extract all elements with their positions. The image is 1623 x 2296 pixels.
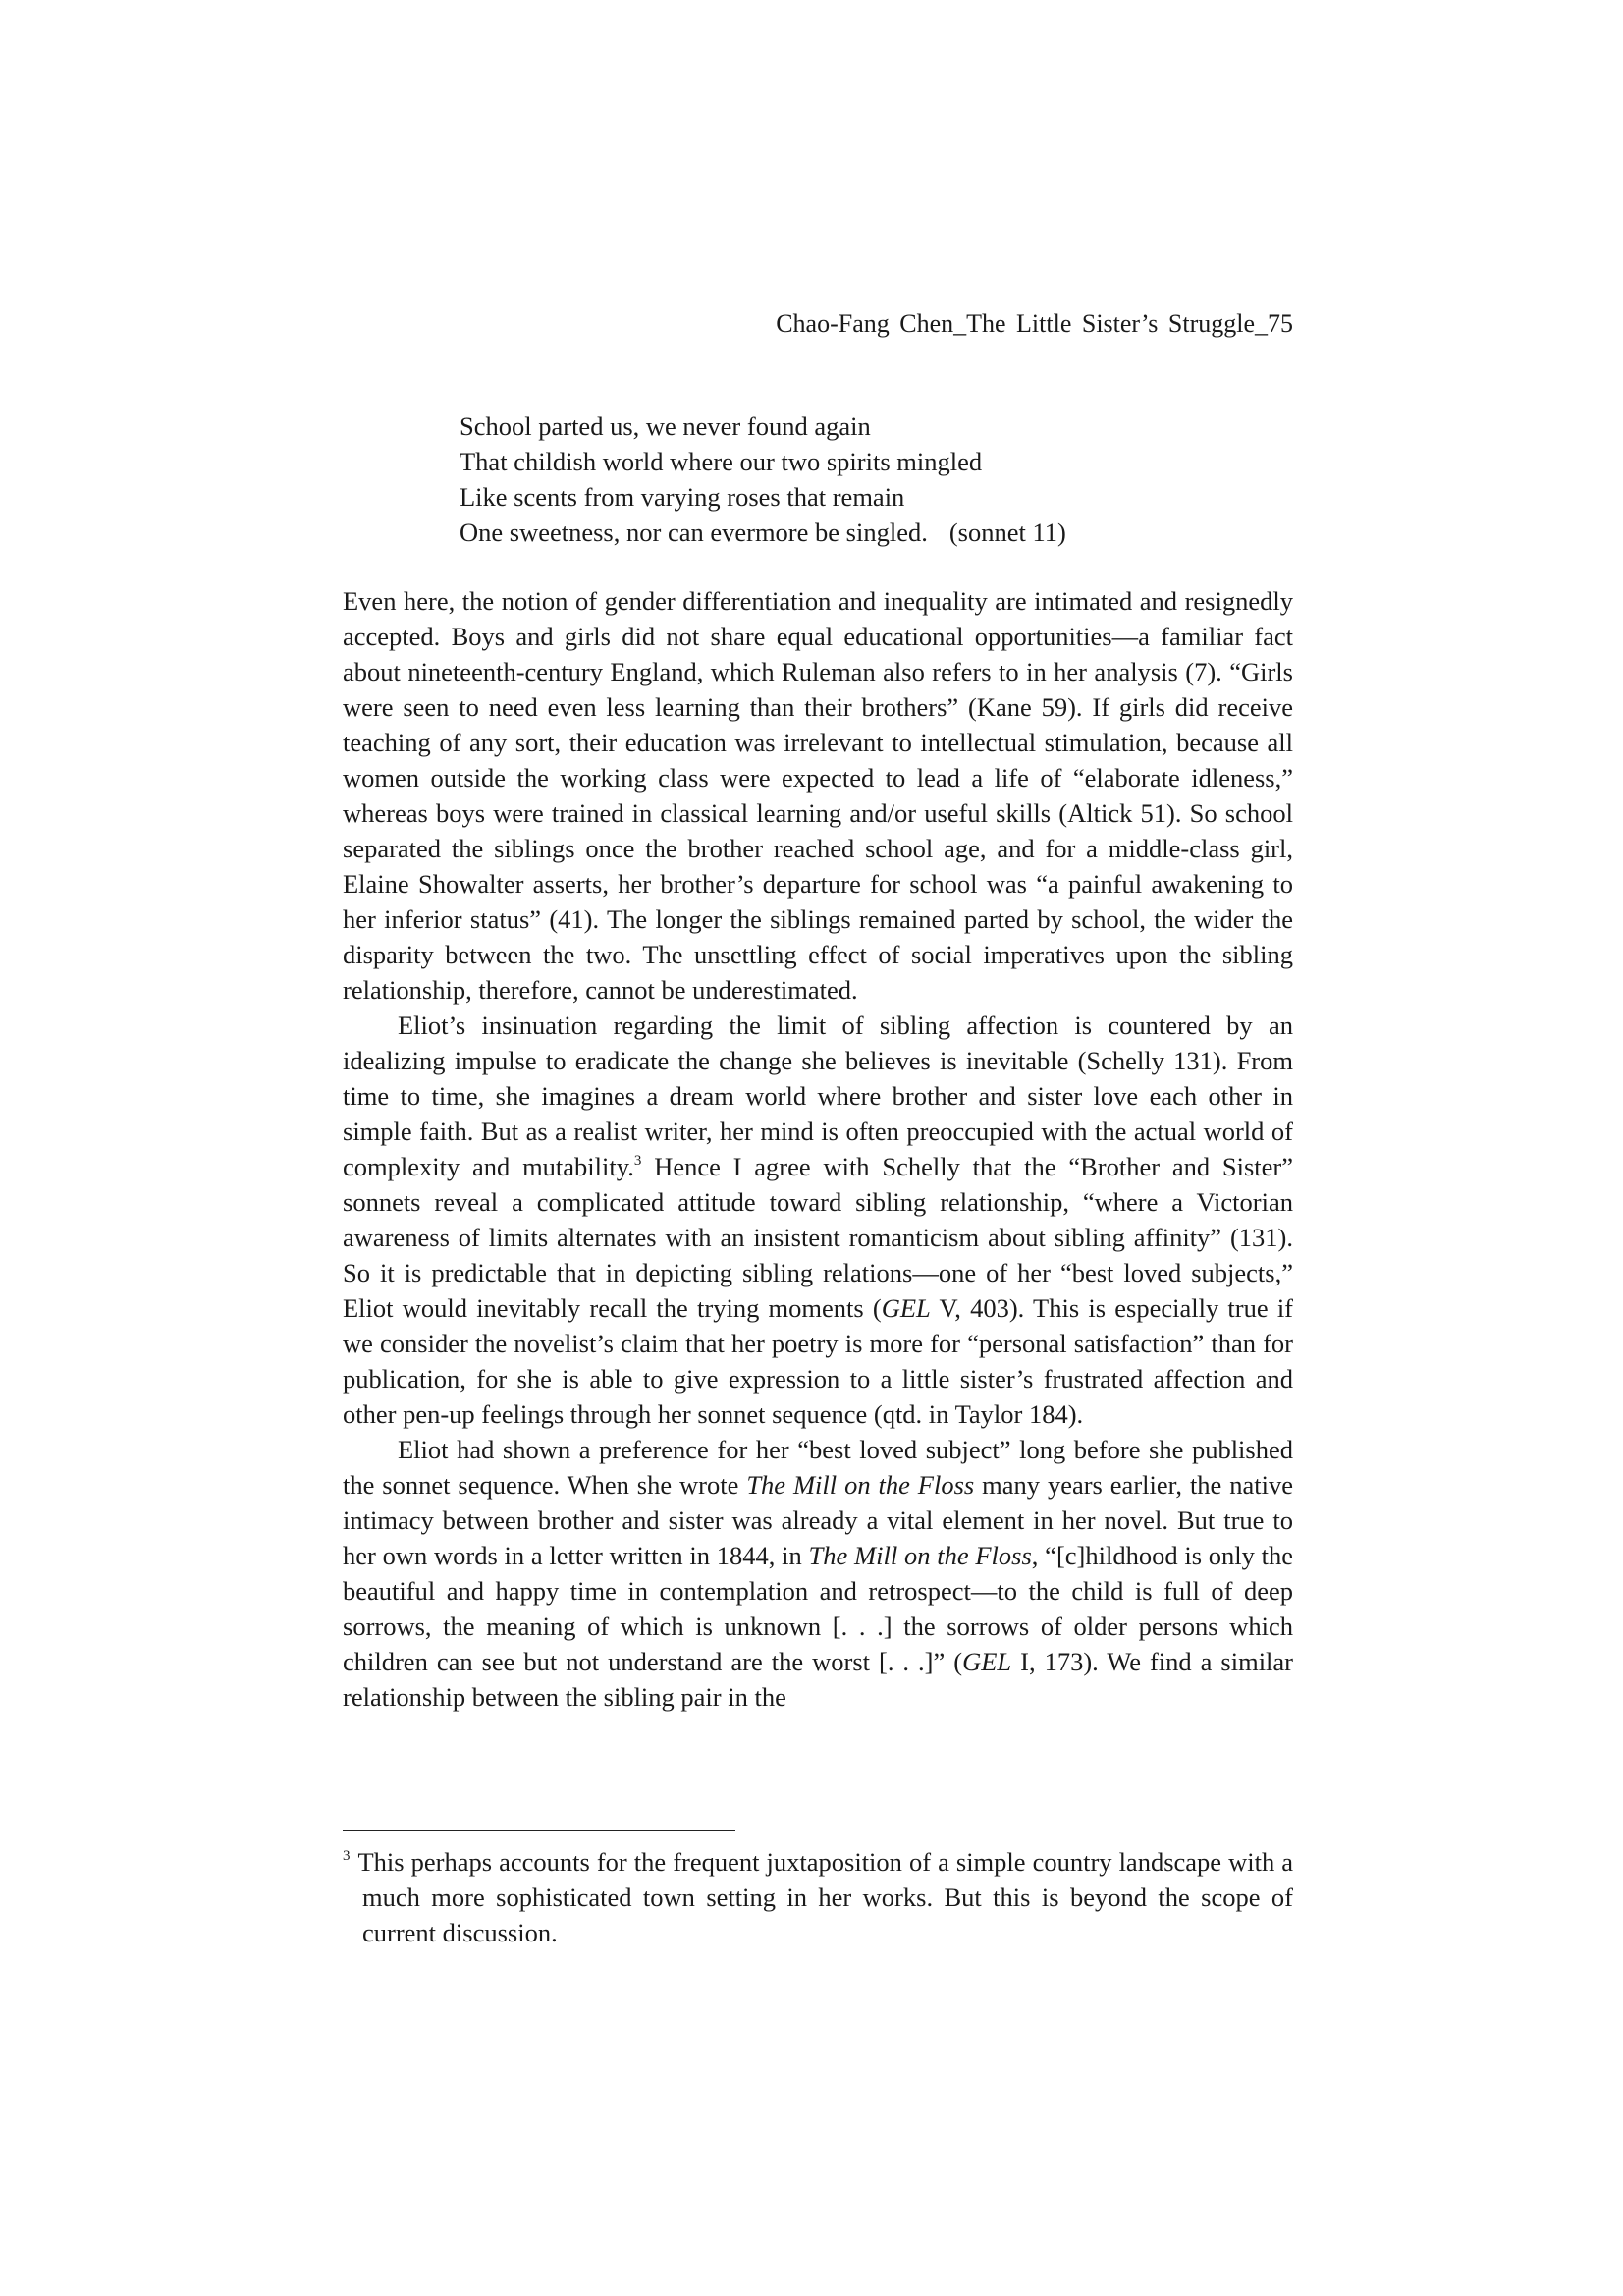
- paragraph-2: [343, 1008, 1293, 1432]
- italic-title: The Mill on the Floss: [808, 1541, 1032, 1570]
- paragraph-3-text-b: many years earlier, the native intimacy between brother and sister was already a vital element in her novel. But true to her own words in a letter written in 1844, in: [343, 1470, 1293, 1570]
- poem-line-text: One sweetness, nor can evermore be singled.: [460, 518, 928, 547]
- paragraph-1: Even here, the notion of gender differentiation and inequality are intimated and resignedly accepted. Boys and girls did not share equal educational opportunities—a familiar fact about nineteenth-century England, which Ruleman also refers to in her analysis (7). “Girls were seen to need even less learning than their brothers” (Kane 59). If girls did receive teaching of any sort, their education was irrelevant to intellectual stimulation, because all women outside the working class were expected to lead a life of “elaborate idleness,” whereas boys were trained in classical learning and/or useful skills (Altick 51). So school separated the siblings once the brother reached school age, and for a middle-class girl, Elaine Showalter asserts, her brother’s departure for school was “a painful awakening to her inferior status” (41). The longer the siblings remained parted by school, the wider the disparity between the two. The unsettling effect of social imperatives upon the sibling relationship, therefore, cannot be underestimated.: [343, 586, 1293, 1005]
- paragraph-3-text-d: I, 173). We find a similar relationship between the sibling pair in the: [343, 1647, 1294, 1712]
- footnote-text: [343, 1844, 1293, 1950]
- poem-line: Like scents from varying roses that remain: [460, 482, 905, 512]
- paragraph-2-text-b: Hence I agree with Schelly that the “Brother and Sister” sonnets reveal a complicated attitude toward sibling relationship, “where a Victorian awareness of limits alternates with an insistent romanticism about sibling affinity” (131). So it is predictable that in depicting sibling relations—one of her “best loved subjects,” Eliot would inevitably recall the trying moments (: [343, 1152, 1294, 1323]
- paragraph-2-text-a: Eliot’s insinuation regarding the limit of sibling affection is countered by an idealizing impulse to eradicate the change she believes is inevitable (Schelly 131). From time to time, she imagines a dream world where brother and sister love each other in simple faith. But as a realist writer, her mind is often preoccupied with the actual world of complexity and mutability.: [343, 1011, 1293, 1181]
- footnote-number: 3: [343, 1848, 351, 1864]
- italic-title: The Mill on the Floss: [746, 1470, 975, 1500]
- poem-line: School parted us, we never found again: [460, 411, 871, 441]
- body-text: [343, 583, 1293, 1715]
- paragraph-3: [343, 1432, 1293, 1715]
- paragraph-3-text-a: Eliot had shown a preference for her “best loved subject” long before she published the sonnet sequence. When she wrote: [343, 1435, 1293, 1500]
- footnote: [343, 1844, 1293, 1950]
- footnote-divider: [343, 1830, 735, 1831]
- italic-gel: GEL: [881, 1293, 931, 1323]
- poem-line: That childish world where our two spirits mingled: [460, 447, 983, 476]
- footnote-body: This perhaps accounts for the frequent juxtaposition of a simple country landscape with a much more sophisticated town setting in her works. But this is beyond the scope of current discussion.: [357, 1847, 1293, 1947]
- poem-citation: (sonnet 11): [948, 518, 1066, 547]
- footnote-reference[interactable]: 3: [633, 1153, 642, 1169]
- paragraph-3-text-c: , “[c]hildhood is only the beautiful and happy time in contemplation and retrospect—to the child is full of deep sorrows, the meaning of which is unknown [. . .] the sorrows of older persons which children can see but not understand are the worst [. . .]” (: [343, 1541, 1294, 1676]
- poem-line: [460, 515, 1066, 550]
- poem-quotation: [460, 409, 1066, 550]
- paragraph-2-text-c: V, 403). This is especially true if we consider the novelist’s claim that her poetry is more for “personal satisfaction” than for publication, for she is able to give expression to a little sister’s frustrated affection and other pen-up feelings through her sonnet sequence (qtd. in Taylor 184).: [343, 1293, 1294, 1429]
- italic-gel: GEL: [962, 1647, 1012, 1676]
- running-head: Chao-Fang Chen_The Little Sister’s Struggle_75: [776, 309, 1293, 338]
